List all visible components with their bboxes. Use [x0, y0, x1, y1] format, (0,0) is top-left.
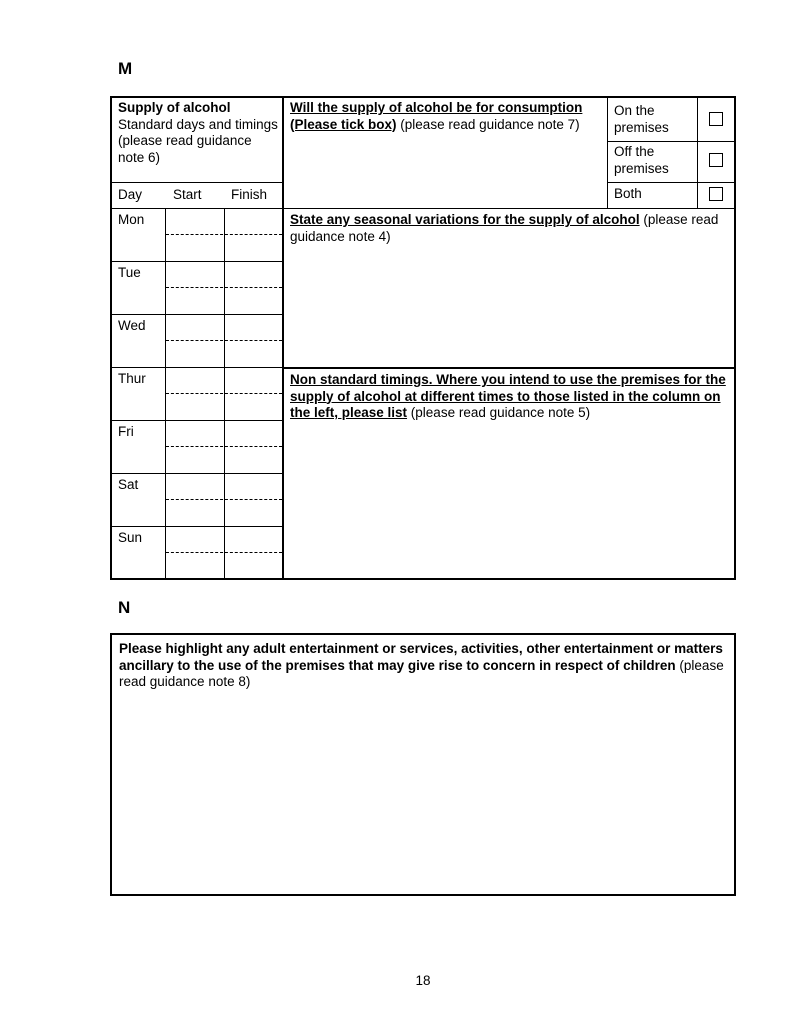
- supply-subtext: Standard days and timings (please read guidance note 6): [118, 116, 278, 165]
- nonstandard-note: (please read guidance note 5): [407, 405, 591, 420]
- page-number: 18: [415, 973, 431, 988]
- section-n-box: [110, 633, 736, 896]
- divider-seasonal-nonstandard: [282, 367, 736, 369]
- divider-left-right: [282, 98, 284, 580]
- section-n-text: [119, 641, 727, 691]
- row-divider: [112, 473, 282, 474]
- divider-question-options: [607, 98, 608, 208]
- divider-day-start: [165, 208, 166, 580]
- seasonal-note: (please read guidance note 4): [290, 212, 719, 244]
- row-mid-dashed: [166, 446, 282, 447]
- option-off-premises-label: Off the premises: [614, 144, 669, 176]
- divider-option-2-3: [607, 182, 736, 183]
- row-mid-dashed: [166, 340, 282, 341]
- supply-heading: Supply of alcohol: [118, 100, 231, 115]
- section-n-note: (please read guidance note 8): [119, 657, 724, 689]
- off-premises-checkbox[interactable]: [709, 153, 723, 167]
- seasonal-variations-text: [290, 212, 730, 245]
- day-label-tue: Tue: [118, 265, 141, 280]
- supply-of-alcohol-table: [110, 96, 736, 580]
- supply-header: [118, 100, 278, 166]
- section-n-heading: Please highlight any adult entertainment or services, activities, other entertainment or matters ancillary to the use of the premises that may give rise to concern in respect of children: [119, 641, 723, 673]
- on-premises-checkbox[interactable]: [709, 112, 723, 126]
- consumption-heading: Will the supply of alcohol be for consumption (Please tick box): [290, 100, 583, 132]
- column-header-finish: Finish: [231, 187, 268, 202]
- day-label-fri: Fri: [118, 424, 134, 439]
- day-label-sun: Sun: [118, 530, 143, 545]
- day-label-thur: Thur: [118, 371, 146, 386]
- section-m-letter: M: [118, 59, 133, 78]
- consumption-note: (please read guidance note 7): [396, 116, 580, 132]
- consumption-question: [290, 100, 602, 133]
- day-label-sat: Sat: [118, 477, 139, 492]
- column-header-start: Start: [173, 187, 202, 202]
- nonstandard-heading: Non standard timings. Where you intend to use the premises for the supply of alcohol at different times to those listed in the column on the left, please list: [290, 372, 726, 420]
- row-mid-dashed: [166, 287, 282, 288]
- divider-header-columns: [112, 182, 282, 183]
- section-n-letter: N: [118, 598, 131, 617]
- divider-columns-rows: [112, 208, 736, 209]
- option-on-premises-label: On the premises: [614, 103, 669, 135]
- seasonal-heading: State any seasonal variations for the supply of alcohol: [290, 212, 640, 227]
- divider-option-1-2: [607, 141, 736, 142]
- day-label-mon: Mon: [118, 212, 145, 227]
- column-header-day: Day: [118, 187, 143, 202]
- row-mid-dashed: [166, 234, 282, 235]
- row-divider: [112, 526, 282, 527]
- option-both-label: Both: [614, 186, 642, 201]
- both-checkbox[interactable]: [709, 187, 723, 201]
- row-divider: [112, 314, 282, 315]
- row-mid-dashed: [166, 393, 282, 394]
- divider-start-finish: [224, 208, 225, 580]
- divider-options-checkboxes: [697, 98, 698, 208]
- row-mid-dashed: [166, 499, 282, 500]
- day-label-wed: Wed: [118, 318, 146, 333]
- row-divider: [112, 420, 282, 421]
- row-divider: [112, 367, 282, 368]
- non-standard-timings-text: [290, 372, 730, 422]
- row-mid-dashed: [166, 552, 282, 553]
- row-divider: [112, 261, 282, 262]
